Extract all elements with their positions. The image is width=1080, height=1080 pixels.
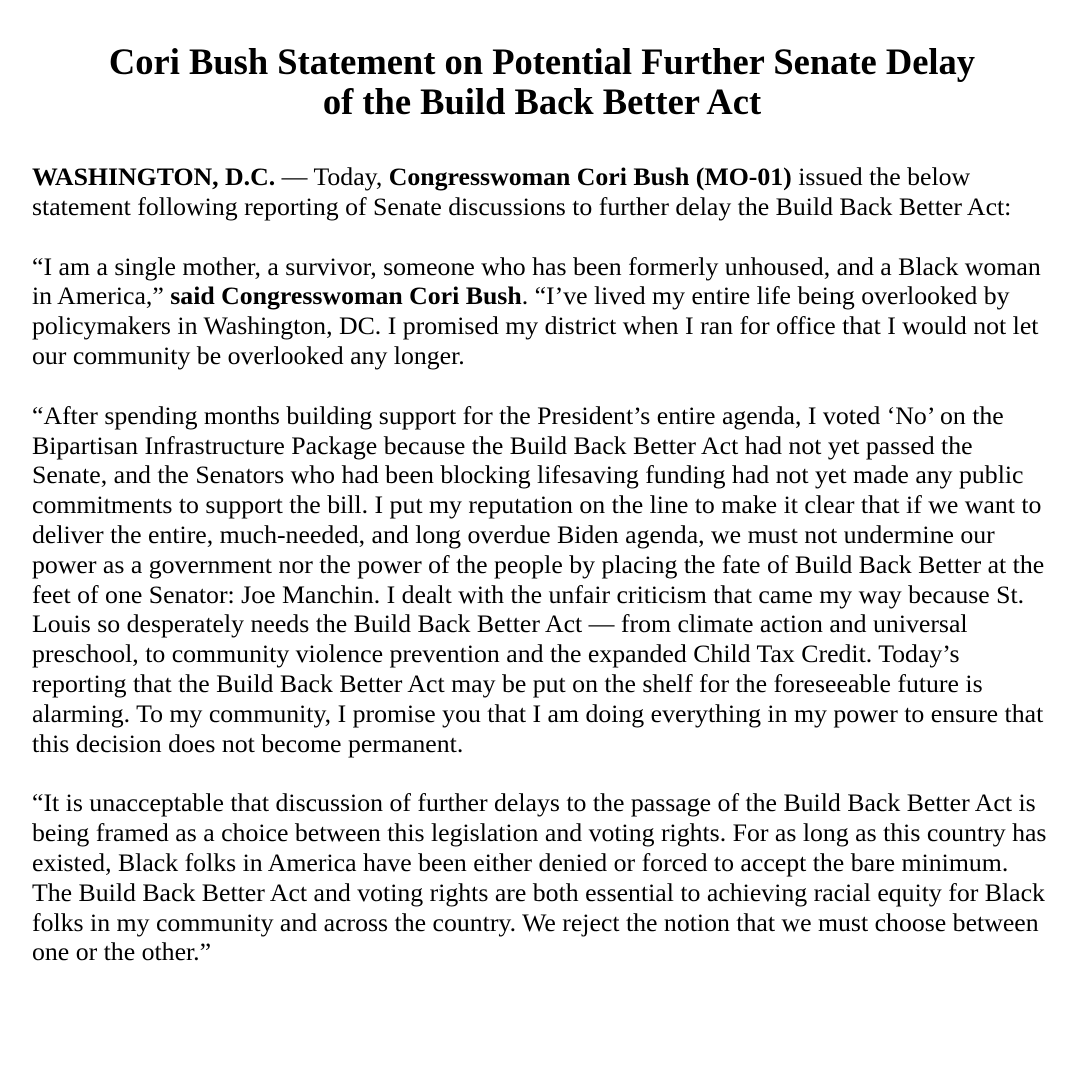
dateline: WASHINGTON, D.C. xyxy=(32,162,276,191)
headline-line-1: Cori Bush Statement on Potential Further Senate Delay xyxy=(108,41,976,82)
statement-headline xyxy=(32,42,1052,122)
speaker-name: Congresswoman Cori Bush (MO-01) xyxy=(388,162,792,191)
quote1-attribution: said Congresswoman Cori Bush xyxy=(170,281,522,311)
quote-paragraph-1 xyxy=(32,252,1052,371)
intro-text-2: issued the below statement following reporting of Senate discussions to further delay the Build Back Better Act: xyxy=(32,162,1012,221)
quote1-text-2: . “I’ve lived my entire life being overlooked by policymakers in Washington, DC. I promised my district when I ran for office that I would not let our community be overlooked any longer. xyxy=(32,281,1039,370)
headline-line-2: of the Build Back Better Act xyxy=(322,81,762,122)
intro-paragraph xyxy=(32,162,1052,222)
quote1-text-1: “I am a single mother, a survivor, someone who has been formerly unhoused, and a Black woman in America,” xyxy=(32,251,1041,311)
quote-paragraph-3: “It is unacceptable that discussion of further delays to the passage of the Build Back Better Act is being framed as a choice between this legislation and voting rights. For as long as this country has existed, Black folks in America have been either denied or forced to accept the bare minimum. The Build Back Better Act and voting rights are both essential to achieving racial equity for Black folks in my community and across the country. We reject the notion that we must choose between one or the other.” xyxy=(32,788,1047,967)
intro-text-1: — Today, xyxy=(275,162,389,191)
quote-paragraph-2: “After spending months building support for the President’s entire agenda, I voted ‘No’ on the Bipartisan Infrastructure Package because the Build Back Better Act had not yet passed the Senate, and the Senators who had been blocking lifesaving funding had not yet made any public commitments to support the bill. I put my reputation on the line to make it clear that if we want to deliver the entire, much-needed, and long overdue Biden agenda, we must not undermine our power as a government nor the power of the people by placing the fate of Build Back Better at the feet of one Senator: Joe Manchin. I dealt with the unfair criticism that came my way because St. Louis so desperately needs the Build Back Better Act — from climate action and universal preschool, to community violence prevention and the expanded Child Tax Credit. Today’s reporting that the Build Back Better Act may be put on the shelf for the foreseeable future is alarming. To my community, I promise you that I am doing everything in my power to ensure that this decision does not become permanent. xyxy=(32,400,1045,758)
